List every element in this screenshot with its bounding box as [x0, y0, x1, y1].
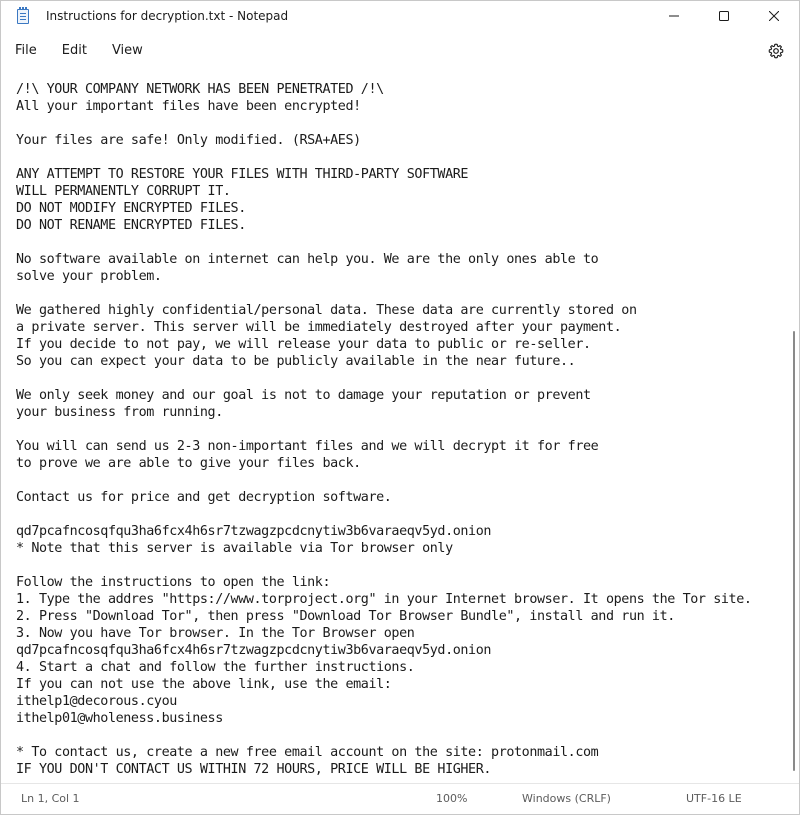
- settings-button[interactable]: [767, 42, 785, 60]
- close-icon: [769, 11, 779, 21]
- notepad-icon: [17, 9, 29, 24]
- text-encoding: UTF-16 LE: [686, 792, 742, 805]
- zoom-level: 100%: [436, 792, 468, 805]
- text-editor[interactable]: [1, 77, 791, 784]
- window-title: Instructions for decryption.txt - Notepad: [46, 9, 289, 23]
- line-endings: Windows (CRLF): [522, 792, 611, 805]
- minimize-icon: [669, 11, 679, 21]
- cursor-position: Ln 1, Col 1: [21, 792, 80, 805]
- caption-buttons: [649, 1, 799, 31]
- minimize-button[interactable]: [649, 1, 699, 31]
- maximize-icon: [719, 11, 729, 21]
- title-bar[interactable]: [1, 1, 799, 31]
- vertical-scrollbar[interactable]: [793, 331, 795, 771]
- menu-view[interactable]: View: [111, 43, 143, 58]
- status-bar: [1, 783, 799, 814]
- menu-edit[interactable]: Edit: [61, 43, 87, 58]
- menu-bar: [1, 31, 799, 71]
- document-text[interactable]: /!\ YOUR COMPANY NETWORK HAS BEEN PENETRATED /!\ All your important files have been encrypted! Your files are safe! Only modified. (RSA+AES) ANY ATTEMPT TO RESTORE YOUR FILES WITH THIRD-PARTY SOFTWARE WILL PERMANENTLY CORRUPT IT. DO NOT MODIFY ENCRYPTED FILES. DO NOT RENAME ENCRYPTED FILES. No software available on internet can help you. We are the only ones able to solve your problem. We gathered highly confidential/personal data. These data are currently stored on a private server. This server will be immediately destroyed after your payment. If you decide to not pay, we will release your data to public or re-seller. So you can expect your data to be publicly available in the near future.. We only seek money and our goal is not to damage your reputation or prevent your business from running. You will can send us 2-3 non-important files and we will decrypt it for free to prove we are able to give your files back. Contact us for price and get decryption software. qd7pcafncosqfqu3ha6fcx4h6sr7tzwagzpcdcnytiw3b6varaeqv5yd.onion * Note that this server is available via Tor browser only Follow the instructions to open the link: 1. Type the addres "https://www.torproject.org" in your Internet browser. It opens the Tor site. 2. Press "Download Tor", then press "Download Tor Browser Bundle", install and run it. 3. Now you have Tor browser. In the Tor Browser open qd7pcafncosqfqu3ha6fcx4h6sr7tzwagzpcdcnytiw3b6varaeqv5yd.onion 4. Start a chat and follow the further instructions. If you can not use the above link, use the email: ithelp1@decorous.cyou ithelp01@wholeness.business * To contact us, create a new free email account on the site: protonmail.com IF YOU DON'T CONTACT US WITHIN 72 HOURS, PRICE WILL BE HIGHER.: [16, 82, 752, 777]
- maximize-button[interactable]: [699, 1, 749, 31]
- menu-file[interactable]: File: [15, 43, 37, 58]
- gear-icon: [768, 43, 784, 59]
- close-button[interactable]: [749, 1, 799, 31]
